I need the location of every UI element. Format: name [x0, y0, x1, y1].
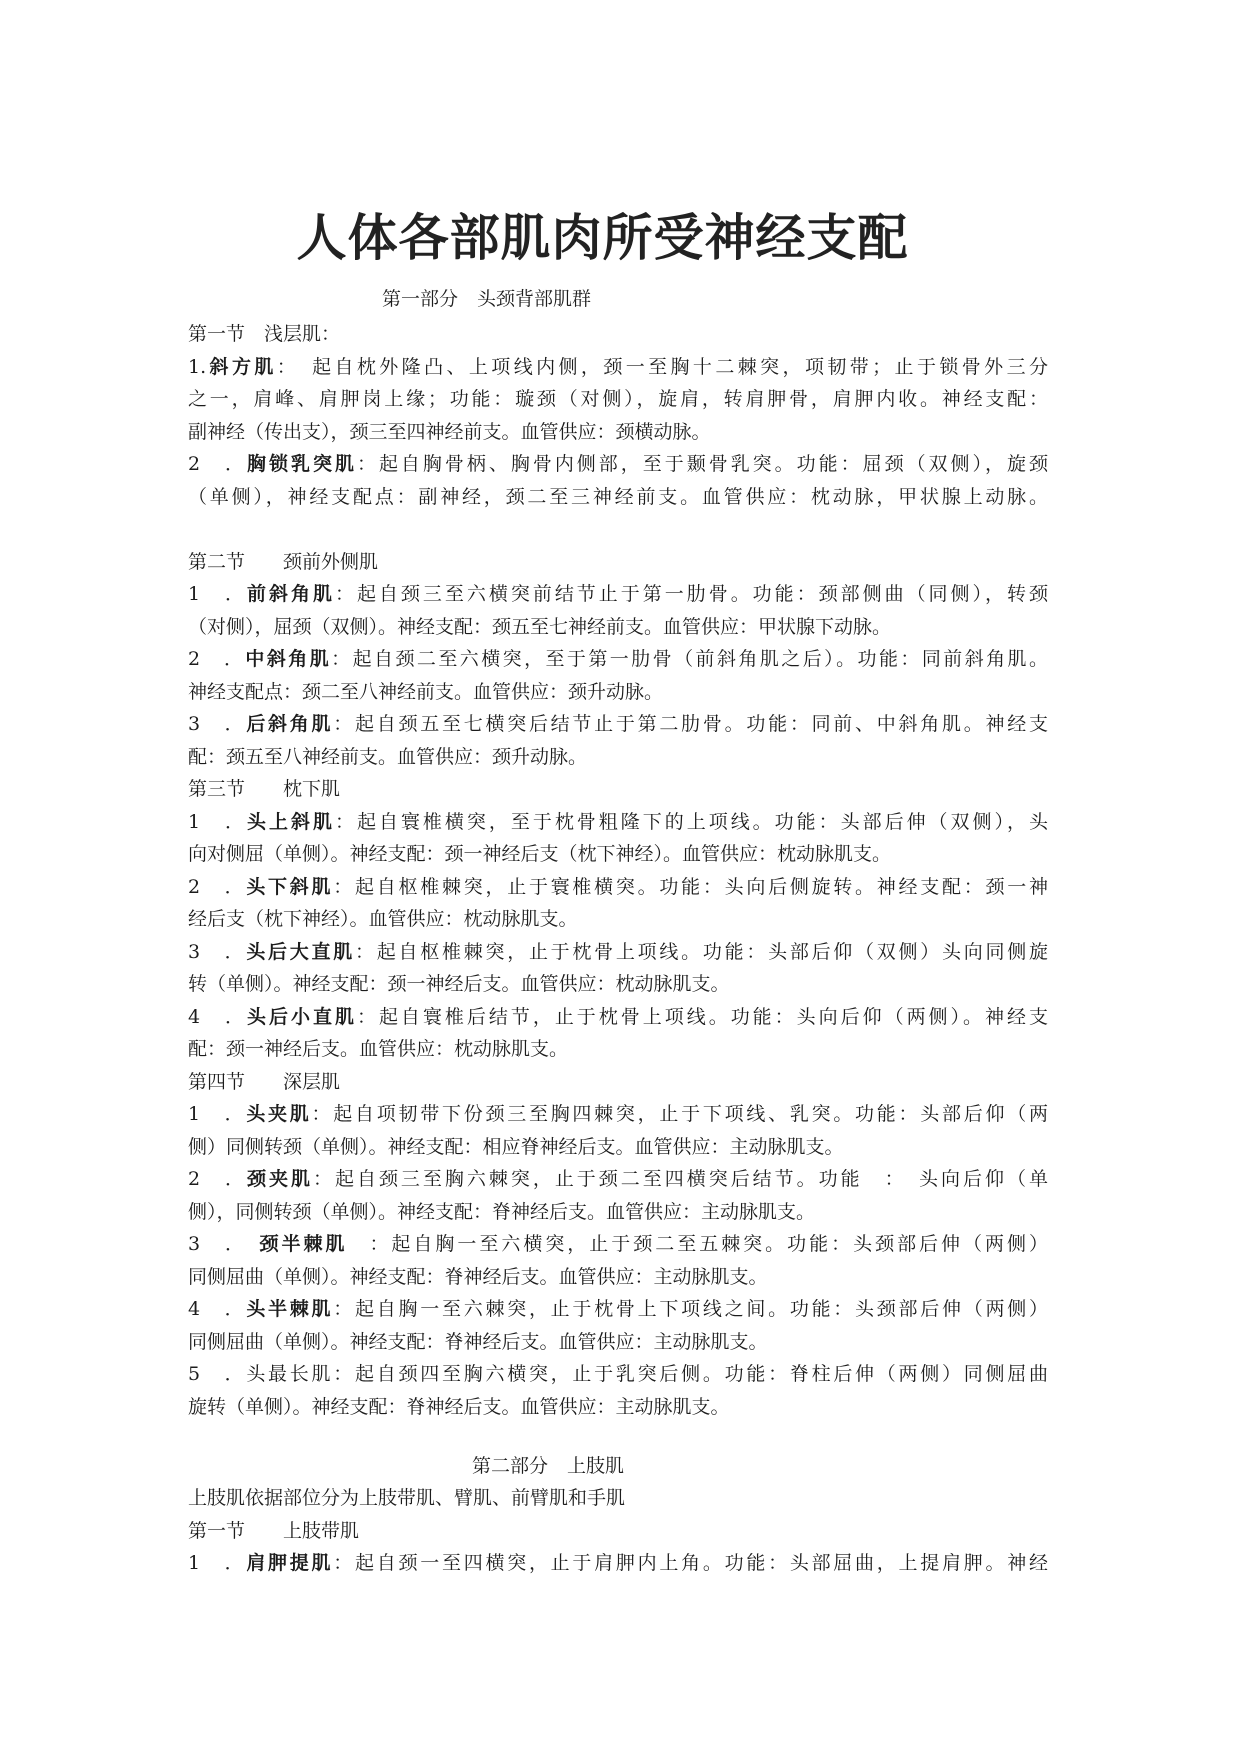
item-line — [188, 448, 1048, 481]
item-number: 1. — [188, 355, 207, 378]
item-number: 2 ． — [188, 453, 248, 475]
part2-intro: 上肢肌依据部位分为上肢带肌、臂肌、前臂肌和手肌 — [188, 1487, 626, 1509]
item-line: 经后支（枕下神经）。血管供应：枕动脉肌支。 — [188, 908, 578, 930]
item-text: ：起自枢椎棘突，止于寰椎横突。功能：头向后侧旋转。神经支配：颈一神 — [333, 875, 1048, 898]
item-line: （对侧），屈颈（双侧）。神经支配：颈五至七神经前支。血管供应：甲状腺下动脉。 — [188, 615, 892, 638]
muscle-name: 头半棘肌 — [246, 1298, 334, 1320]
item-line — [188, 1163, 1048, 1196]
muscle-name: 前斜角肌 — [247, 583, 335, 605]
item-line: （单侧），神经支配点：副神经，颈二至三神经前支。血管供应：枕动脉，甲状腺上动脉。 — [188, 485, 1048, 508]
item-line — [188, 708, 1048, 741]
part1-heading: 第一部分 头颈背部肌群 — [382, 288, 592, 310]
muscle-name: 中斜角肌 — [245, 648, 332, 670]
muscle-name: 肩胛提肌 — [246, 1552, 334, 1574]
item-text: ：起自枢椎棘突，止于枕骨上项线。功能：头部后仰（双侧）头向同侧旋 — [355, 940, 1048, 963]
muscle-name: 斜方肌 — [206, 355, 277, 378]
item-text: ：起自颈三至胸六棘突，止于颈二至四横突后结节。功能 ： 头向后仰（单 — [313, 1168, 1048, 1190]
item-number: 4 ． — [188, 1005, 248, 1028]
item-line — [188, 1001, 1048, 1034]
item-number: 5 ． — [188, 1363, 247, 1385]
item-text: 头最长肌：起自颈四至胸六横突，止于乳突后侧。功能：脊柱后伸（两侧）同侧屈曲 — [246, 1363, 1048, 1385]
item-line: 侧），同侧转颈（单侧）。神经支配：脊神经后支。血管供应：主动脉肌支。 — [188, 1200, 816, 1223]
muscle-name: 头后大直肌 — [246, 940, 356, 963]
item-number: 2 ． — [188, 1168, 248, 1190]
section-heading: 第二节 颈前外侧肌 — [188, 550, 379, 573]
item-line: 之一，肩峰、肩胛岗上缘；功能：璇颈（对侧），旋肩，转肩胛骨，肩胛内收。神经支配： — [188, 388, 1048, 410]
muscle-name: 头上斜肌 — [247, 810, 335, 833]
item-line — [188, 1228, 1048, 1261]
blank-line — [188, 513, 1048, 546]
muscle-name: 头后小直肌 — [247, 1005, 357, 1028]
item-text: ：起自颈二至六横突，至于第一肋骨（前斜角肌之后）。功能：同前斜角肌。 — [331, 648, 1048, 670]
part2-heading: 第二部分 上肢肌 — [472, 1455, 625, 1477]
item-text: ： 起自枕外隆凸、上项线内侧，颈一至胸十二棘突，项韧带；止于锁骨外三分 — [276, 355, 1048, 378]
item-line — [188, 871, 1048, 904]
item-number: 1 ． — [188, 583, 248, 605]
section-heading: 第一节 上肢带肌 — [188, 1519, 360, 1542]
muscle-name: 胸锁乳突肌 — [247, 453, 357, 475]
item-text: ：起自项韧带下份颈三至胸四棘突，止于下项线、乳突。功能：头部后仰（两 — [311, 1103, 1048, 1125]
item-text: ：起自颈一至四横突，止于肩胛内上角。功能：头部屈曲，上提肩胛。神经 — [333, 1552, 1048, 1574]
item-line — [188, 578, 1048, 611]
section-heading: 第四节 深层肌 — [188, 1070, 341, 1093]
item-number: 2 ． — [188, 648, 246, 670]
item-line: 副神经（传出支），颈三至四神经前支。血管供应：颈横动脉。 — [188, 420, 711, 443]
item-text: ：起自胸骨柄、胸骨内侧部，至于颞骨乳突。功能：屈颈（双侧），旋颈 — [356, 453, 1048, 475]
item-number: 3 ． — [188, 940, 247, 963]
item-number: 2 ． — [188, 875, 247, 898]
item-line — [188, 1293, 1048, 1326]
item-line: 侧）同侧转颈（单侧）。神经支配：相应脊神经后支。血管供应：主动脉肌支。 — [188, 1135, 844, 1158]
item-line — [188, 643, 1048, 676]
item-text: ：起自胸一至六棘突，止于枕骨上下项线之间。功能：头颈部后伸（两侧） — [333, 1298, 1048, 1320]
muscle-name: 头夹肌 — [246, 1103, 312, 1125]
item-text: ：起自胸一至六横突，止于颈二至五棘突。功能：头颈部后伸（两侧） — [347, 1233, 1048, 1255]
item-line: 配：颈一神经后支。血管供应：枕动脉肌支。 — [188, 1038, 569, 1060]
item-line — [188, 1547, 1048, 1580]
muscle-name: 颈夹肌 — [247, 1168, 313, 1190]
item-line: 同侧屈曲（单侧）。神经支配：脊神经后支。血管供应：主动脉肌支。 — [188, 1330, 768, 1353]
part1-body — [188, 318, 1048, 1423]
item-number: 3 ． — [188, 1233, 260, 1255]
item-line: 神经支配点：颈二至八神经前支。血管供应：颈升动脉。 — [188, 680, 664, 703]
item-line: 同侧屈曲（单侧）。神经支配：脊神经后支。血管供应：主动脉肌支。 — [188, 1265, 768, 1288]
item-text: ：起自颈三至六横突前结节止于第一肋骨。功能：颈部侧曲（同侧），转颈 — [334, 583, 1048, 605]
item-number: 1 ． — [188, 1103, 247, 1125]
muscle-name: 后斜角肌 — [246, 713, 334, 735]
item-line: 旋转（单侧）。神经支配：脊神经后支。血管供应：主动脉肌支。 — [188, 1395, 730, 1418]
item-line — [188, 351, 1048, 384]
section-heading: 第三节 枕下肌 — [188, 778, 341, 800]
item-line — [188, 806, 1048, 839]
item-text: ：起自颈五至七横突后结节止于第二肋骨。功能：同前、中斜角肌。神经支 — [333, 713, 1048, 735]
item-line — [188, 1358, 1048, 1391]
item-number: 4 ． — [188, 1298, 247, 1320]
item-line: 配：颈五至八神经前支。血管供应：颈升动脉。 — [188, 745, 588, 768]
item-line: 转（单侧）。神经支配：颈一神经后支。血管供应：枕动脉肌支。 — [188, 973, 730, 995]
muscle-name: 头下斜肌 — [246, 875, 334, 898]
muscle-name: 颈半棘肌 — [259, 1233, 348, 1255]
item-line — [188, 936, 1048, 969]
document-title: 人体各部肌肉所受神经支配 — [296, 209, 909, 267]
item-number: 3 ． — [188, 713, 247, 735]
item-number: 1 ． — [188, 810, 248, 833]
section-heading: 第一节 浅层肌： — [188, 323, 341, 345]
item-number: 1 ． — [188, 1552, 247, 1574]
part2-body — [188, 1482, 1048, 1580]
item-text: ：起自寰椎后结节，止于枕骨上项线。功能：头向后仰（两侧）。神经支 — [356, 1005, 1048, 1028]
item-line: 向对侧屈（单侧）。神经支配：颈一神经后支（枕下神经）。血管供应：枕动脉肌支。 — [188, 843, 892, 865]
item-text: ：起自寰椎横突，至于枕骨粗隆下的上项线。功能：头部后伸（双侧），头 — [334, 810, 1048, 833]
item-line — [188, 1098, 1048, 1131]
